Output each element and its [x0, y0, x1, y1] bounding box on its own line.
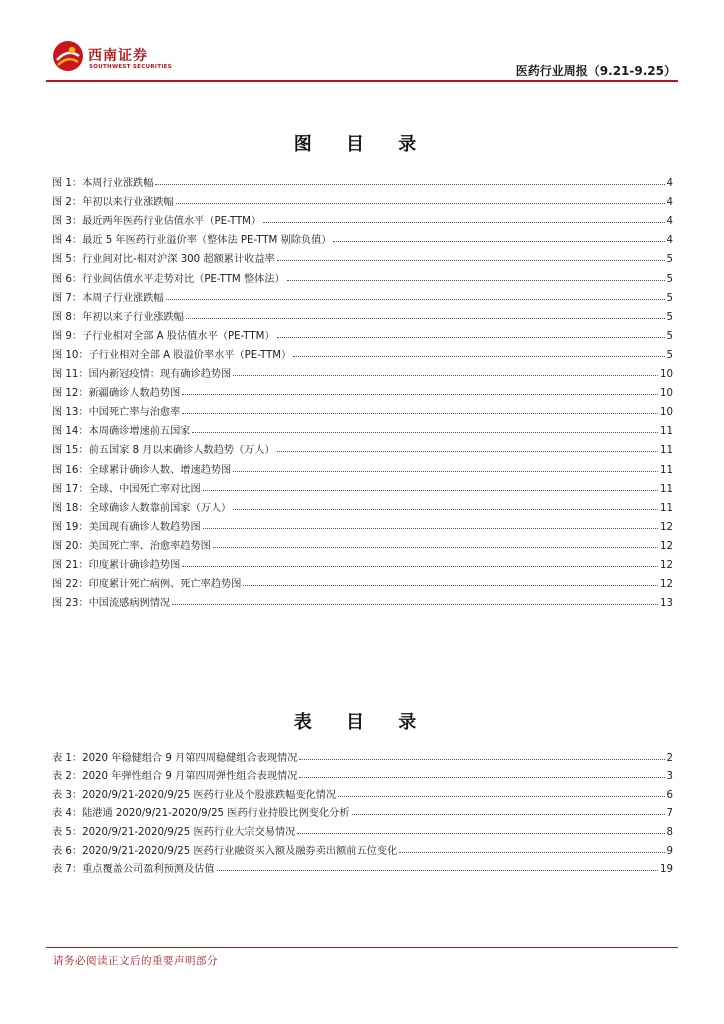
- toc-entry-page: 11: [660, 426, 673, 438]
- toc-entry-label: 图 3：最近两年医药行业估值水平（PE-TTM）: [52, 216, 262, 228]
- figure-toc-entry[interactable]: [52, 304, 673, 323]
- toc-entry-page: 10: [660, 369, 673, 381]
- toc-entry-page: 12: [660, 540, 673, 552]
- dot-leader: [297, 833, 664, 834]
- logo-text-en: SOUTHWEST SECURITIES: [89, 64, 172, 70]
- toc-entry-label: 图 10：子行业相对全部 A 股溢价率水平（PE-TTM）: [52, 349, 292, 361]
- dot-leader: [155, 184, 664, 185]
- figure-toc-entry[interactable]: [52, 170, 673, 189]
- dot-leader: [338, 796, 664, 797]
- toc-entry-label: 图 1：本周行业涨跌幅: [52, 178, 154, 190]
- figure-toc-entry[interactable]: [52, 285, 673, 304]
- toc-entry-label: 图 18：全球确诊人数靠前国家（万人）: [52, 502, 232, 514]
- toc-entry-page: 9: [666, 845, 673, 857]
- figures-toc-title: 图 目 录: [293, 134, 431, 155]
- toc-entry-page: 11: [660, 502, 673, 514]
- toc-entry-label: 表 5：2020/9/21-2020/9/25 医药行业大宗交易情况: [52, 826, 296, 838]
- toc-entry-label: 图 16：全球累计确诊人数、增速趋势图: [52, 464, 232, 476]
- company-logo: [52, 40, 202, 76]
- dot-leader: [333, 241, 664, 242]
- toc-entry-page: 12: [660, 579, 673, 591]
- report-title: 医药行业周报（9.21-9.25）: [515, 64, 676, 78]
- figure-toc-entry[interactable]: [52, 476, 673, 495]
- dot-leader: [203, 528, 658, 529]
- figure-toc-entry[interactable]: [52, 265, 673, 284]
- figure-toc-entry[interactable]: [52, 323, 673, 342]
- toc-entry-label: 表 6：2020/9/21-2020/9/25 医药行业融资买入额及融券卖出额前五位变化: [52, 845, 398, 857]
- toc-entry-label: 图 2：年初以来行业涨跌幅: [52, 197, 174, 209]
- toc-entry-page: 4: [666, 178, 673, 190]
- toc-entry-page: 11: [660, 464, 673, 476]
- header-divider: [46, 80, 678, 82]
- toc-entry-label: 表 1：2020 年稳健组合 9 月第四周稳健组合表现情况: [52, 752, 298, 764]
- toc-entry-label: 表 2：2020 年弹性组合 9 月第四周弹性组合表现情况: [52, 771, 298, 783]
- figure-toc-entry[interactable]: [52, 552, 673, 571]
- footer-divider: [46, 947, 678, 948]
- table-toc-entry[interactable]: [52, 838, 673, 857]
- dot-leader: [233, 375, 658, 376]
- toc-entry-page: 11: [660, 483, 673, 495]
- toc-entry-page: 12: [660, 559, 673, 571]
- toc-entry-page: 19: [660, 864, 673, 876]
- table-toc-entry[interactable]: [52, 745, 673, 764]
- toc-entry-page: 5: [666, 254, 673, 266]
- table-toc-entry[interactable]: [52, 819, 673, 838]
- toc-entry-page: 10: [660, 407, 673, 419]
- figure-toc-entry[interactable]: [52, 418, 673, 437]
- toc-entry-label: 图 15：前五国家 8 月以来确诊人数趋势（万人）: [52, 445, 275, 457]
- dot-leader: [186, 318, 665, 319]
- dot-leader: [182, 566, 658, 567]
- table-toc-entry[interactable]: [52, 782, 673, 801]
- page-header: [46, 38, 678, 82]
- toc-entry-label: 表 4：陆港通 2020/9/21-2020/9/25 医药行业持股比例变化分析: [52, 808, 350, 820]
- dot-leader: [182, 413, 658, 414]
- toc-entry-label: 图 17：全球、中国死亡率对比图: [52, 483, 201, 495]
- dot-leader: [277, 451, 658, 452]
- figure-toc-entry[interactable]: [52, 495, 673, 514]
- figure-toc-entry[interactable]: [52, 456, 673, 475]
- toc-entry-page: 13: [660, 598, 673, 610]
- figure-toc-entry[interactable]: [52, 342, 673, 361]
- toc-entry-page: 5: [666, 330, 673, 342]
- figure-toc-entry[interactable]: [52, 514, 673, 533]
- toc-entry-label: 图 6：行业间估值水平走势对比（PE-TTM 整体法）: [52, 273, 285, 285]
- toc-entry-label: 图 19：美国现有确诊人数趋势图: [52, 521, 201, 533]
- toc-entry-page: 4: [666, 197, 673, 209]
- dot-leader: [299, 759, 664, 760]
- dot-leader: [192, 432, 658, 433]
- dot-leader: [176, 203, 665, 204]
- toc-entry-label: 图 13：中国死亡率与治愈率: [52, 407, 181, 419]
- toc-entry-page: 7: [666, 808, 673, 820]
- toc-entry-page: 3: [666, 771, 673, 783]
- table-toc-entry[interactable]: [52, 801, 673, 820]
- figure-toc-entry[interactable]: [52, 227, 673, 246]
- dot-leader: [166, 299, 665, 300]
- dot-leader: [233, 509, 658, 510]
- tables-toc-title: 表 目 录: [293, 712, 431, 733]
- toc-entry-label: 图 21：印度累计确诊趋势图: [52, 559, 181, 571]
- dot-leader: [299, 777, 664, 778]
- toc-entry-page: 2: [666, 752, 673, 764]
- toc-entry-page: 11: [660, 445, 673, 457]
- dot-leader: [293, 356, 664, 357]
- dot-leader: [233, 471, 658, 472]
- figure-toc-entry[interactable]: [52, 246, 673, 265]
- toc-entry-page: 8: [666, 826, 673, 838]
- toc-entry-page: 4: [666, 235, 673, 247]
- dot-leader: [213, 547, 658, 548]
- figure-toc-entry[interactable]: [52, 208, 673, 227]
- figure-toc-entry[interactable]: [52, 380, 673, 399]
- toc-entry-label: 图 14：本周确诊增速前五国家: [52, 426, 191, 438]
- dot-leader: [287, 280, 665, 281]
- table-toc-entry[interactable]: [52, 857, 673, 876]
- toc-entry-label: 图 7：本周子行业涨跌幅: [52, 292, 164, 304]
- dot-leader: [243, 585, 658, 586]
- dot-leader: [203, 490, 658, 491]
- toc-entry-page: 5: [666, 311, 673, 323]
- footer-disclaimer: 请务必阅读正文后的重要声明部分: [53, 955, 218, 967]
- toc-entry-page: 10: [660, 388, 673, 400]
- toc-entry-label: 表 3：2020/9/21-2020/9/25 医药行业及个股涨跌幅变化情况: [52, 789, 337, 801]
- figure-toc-entry[interactable]: [52, 533, 673, 552]
- toc-entry-page: 6: [666, 789, 673, 801]
- dot-leader: [352, 814, 665, 815]
- figure-toc-entry[interactable]: [52, 189, 673, 208]
- figure-toc-entry[interactable]: [52, 571, 673, 590]
- dot-leader: [277, 337, 665, 338]
- dot-leader: [263, 222, 664, 223]
- figure-toc-entry[interactable]: [52, 361, 673, 380]
- toc-entry-page: 12: [660, 521, 673, 533]
- toc-entry-label: 图 22：印度累计死亡病例、死亡率趋势图: [52, 579, 242, 591]
- logo-text-cn: 西南证券: [88, 48, 148, 64]
- toc-entry-label: 图 4：最近 5 年医药行业溢价率（整体法 PE-TTM 剔除负值）: [52, 235, 332, 247]
- toc-entry-label: 图 9：子行业相对全部 A 股估值水平（PE-TTM）: [52, 330, 275, 342]
- dot-leader: [182, 394, 658, 395]
- toc-entry-label: 图 20：美国死亡率、治愈率趋势图: [52, 540, 211, 552]
- toc-entry-label: 图 12：新疆确诊人数趋势图: [52, 388, 181, 400]
- dot-leader: [399, 852, 664, 853]
- toc-entry-page: 5: [666, 349, 673, 361]
- figure-toc-entry[interactable]: [52, 399, 673, 418]
- figures-toc-list: [52, 170, 673, 609]
- figure-toc-entry[interactable]: [52, 437, 673, 456]
- toc-entry-label: 图 11：国内新冠疫情：现有确诊趋势图: [52, 369, 232, 381]
- toc-entry-label: 图 23：中国流感病例情况: [52, 598, 171, 610]
- toc-entry-page: 5: [666, 273, 673, 285]
- dot-leader: [217, 870, 659, 871]
- toc-entry-page: 5: [666, 292, 673, 304]
- dot-leader: [172, 604, 658, 605]
- toc-entry-label: 表 7：重点覆盖公司盈利预测及估值: [52, 864, 215, 876]
- toc-entry-page: 4: [666, 216, 673, 228]
- table-toc-entry[interactable]: [52, 764, 673, 783]
- dot-leader: [277, 260, 665, 261]
- toc-entry-label: 图 8：年初以来子行业涨跌幅: [52, 311, 184, 323]
- toc-entry-label: 图 5：行业间对比-相对沪深 300 超额累计收益率: [52, 254, 275, 266]
- tables-toc-list: [52, 745, 673, 875]
- logo-icon: [52, 40, 84, 72]
- figure-toc-entry[interactable]: [52, 590, 673, 609]
